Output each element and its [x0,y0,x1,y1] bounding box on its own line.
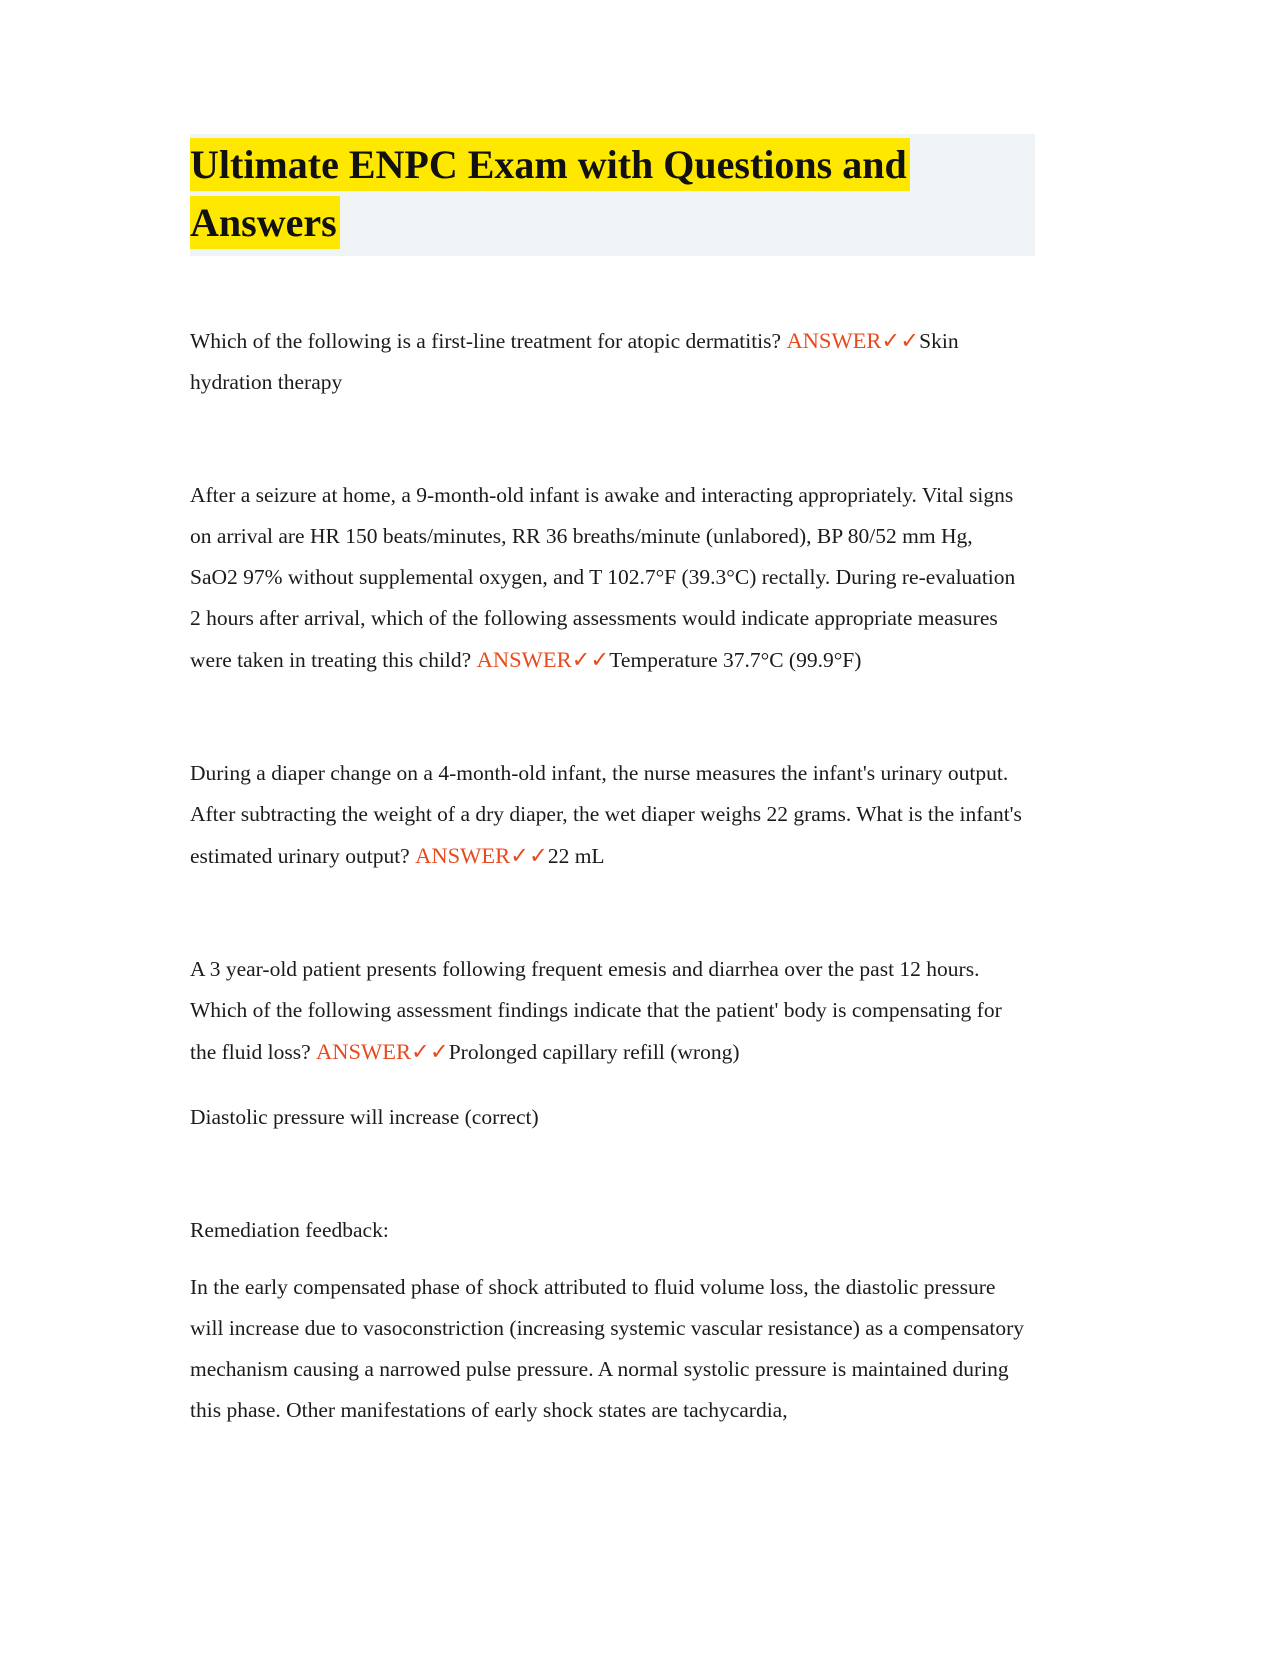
remediation-body: In the early compensated phase of shock attributed to fluid volume loss, the diastolic pressure will increase due to vasoconstriction (increasing systemic vascular resistance) as a compensatory mechanism causing a narrowed pulse pressure. A normal systolic pressure is maintained during this phase. Other manifestations of early shock states are tachycardia, [190,1275,1025,1422]
answer-marker: ANSWER✓✓ [415,843,548,868]
page-title [190,136,995,252]
answer-text: Skin hydration therapy [190,329,959,394]
qa-item-1 [190,320,1035,403]
qa-question: During a diaper change on a 4-month-old infant, the nurse measures the infant's urinary output. After subtracting the weight of a dry diaper, the wet diaper weighs 22 grams. What is the infant's estimated urinary output? [190,761,1022,868]
qa-paragraph [190,320,1025,403]
qa-question: After a seizure at home, a 9-month-old infant is awake and interacting appropriately. Vital signs on arrival are HR 150 beats/minutes, RR 36 breaths/minute (unlabored), BP 80/52 mm Hg, SaO2 97% without supplemental oxygen, and T 102.7°F (39.3°C) rectally. During re-evaluation 2 hours after arrival, which of the following assessments would indicate appropriate measures were taken in treating this child? [190,483,1016,672]
remediation-section [190,1210,1035,1431]
qa-paragraph [190,949,1025,1073]
answer-marker: ANSWER✓✓ [476,647,610,672]
qa-item-3 [190,753,1035,877]
qa-question: A 3 year-old patient presents following frequent emesis and diarrhea over the past 12 hours. Which of the following assessment findings indicate that the patient' body is compensating for the fluid loss? [190,957,1002,1064]
qa-paragraph [190,753,1025,877]
answer-marker: ANSWER✓✓ [786,328,920,353]
qa-item-4 [190,949,1035,1138]
document-body [190,320,1035,1431]
qa-paragraph [190,475,1025,681]
qa-item-2 [190,475,1035,681]
answer-text: Prolonged capillary refill (wrong) [448,1040,740,1064]
answer-marker: ANSWER✓✓ [316,1039,449,1064]
answer-text: Temperature 37.7°C (99.9°F) [609,648,862,672]
page-title-highlight: Ultimate ENPC Exam with Questions and Answers [190,138,910,249]
qa-followup: Diastolic pressure will increase (correct) [190,1105,539,1129]
qa-question: Which of the following is a first-line treatment for atopic dermatitis? [190,329,787,353]
title-band [190,134,1035,256]
remediation-heading: Remediation feedback: [190,1218,389,1242]
answer-text: 22 mL [547,844,605,868]
